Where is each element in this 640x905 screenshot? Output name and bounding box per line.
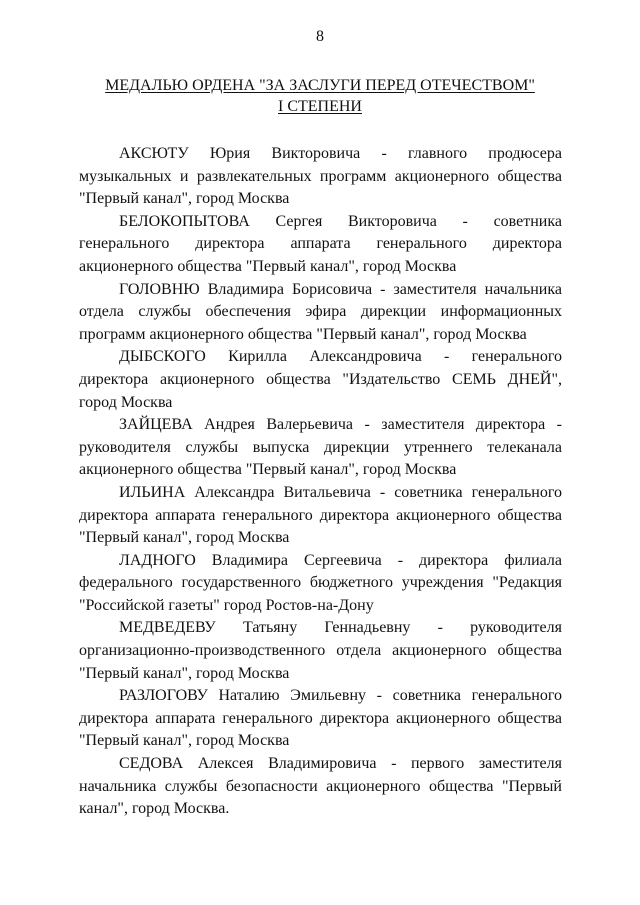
awardee-entry: АКСЮТУ Юрия Викторовича - главного продюсера музыкальных и развлекательных программ акционерного общества "Первый канал", город Москва [79,145,562,208]
page-number: 8 [316,28,324,45]
awardee-entry: ДЫБСКОГО Кирилла Александровича - генерального директора акционерного общества "Издательство СЕМЬ ДНЕЙ", город Москва [79,348,562,411]
awardee-list [79,143,562,821]
awardee-entry: ЛАДНОГО Владимира Сергеевича - директора филиала федерального государственного бюджетного учреждения "Редакция "Российской газеты" город Ростов-на-Дону [79,551,562,614]
award-heading-line-2: I СТЕПЕНИ [278,98,362,115]
award-heading-line-1: МЕДАЛЬЮ ОРДЕНА "ЗА ЗАСЛУГИ ПЕРЕД ОТЕЧЕСТВОМ" [105,77,535,94]
awardee-entry: СЕДОВА Алексея Владимировича - первого заместителя начальника службы безопасности акционерного общества "Первый канал", город Москва. [79,755,562,818]
awardee-entry: БЕЛОКОПЫТОВА Сергея Викторовича - советника генерального директора аппарата генерального директора акционерного общества "Первый канал", город Москва [79,212,562,275]
award-heading [60,75,580,117]
awardee-entry: РАЗЛОГОВУ Наталию Эмильевну - советника генерального директора аппарата генерального директора акционерного общества "Первый канал", город Москва [79,687,562,750]
awardee-entry: ЗАЙЦЕВА Андрея Валерьевича - заместителя директора - руководителя службы выпуска дирекции утреннего телеканала акционерного общества "Первый канал", город Москва [79,416,562,479]
awardee-entry: ИЛЬИНА Александра Витальевича - советника генерального директора аппарата генерального директора акционерного общества "Первый канал", город Москва [79,483,562,547]
awardee-entry: ГОЛОВНЮ Владимира Борисовича - заместителя начальника отдела службы обеспечения эфира дирекции информационных программ акционерного общества "Первый канал", город Москва [79,280,562,343]
awardee-entry: МЕДВЕДЕВУ Татьяну Геннадьевну - руководителя организационно-производственного отдела акционерного общества "Первый канал", город Москва [79,619,562,682]
